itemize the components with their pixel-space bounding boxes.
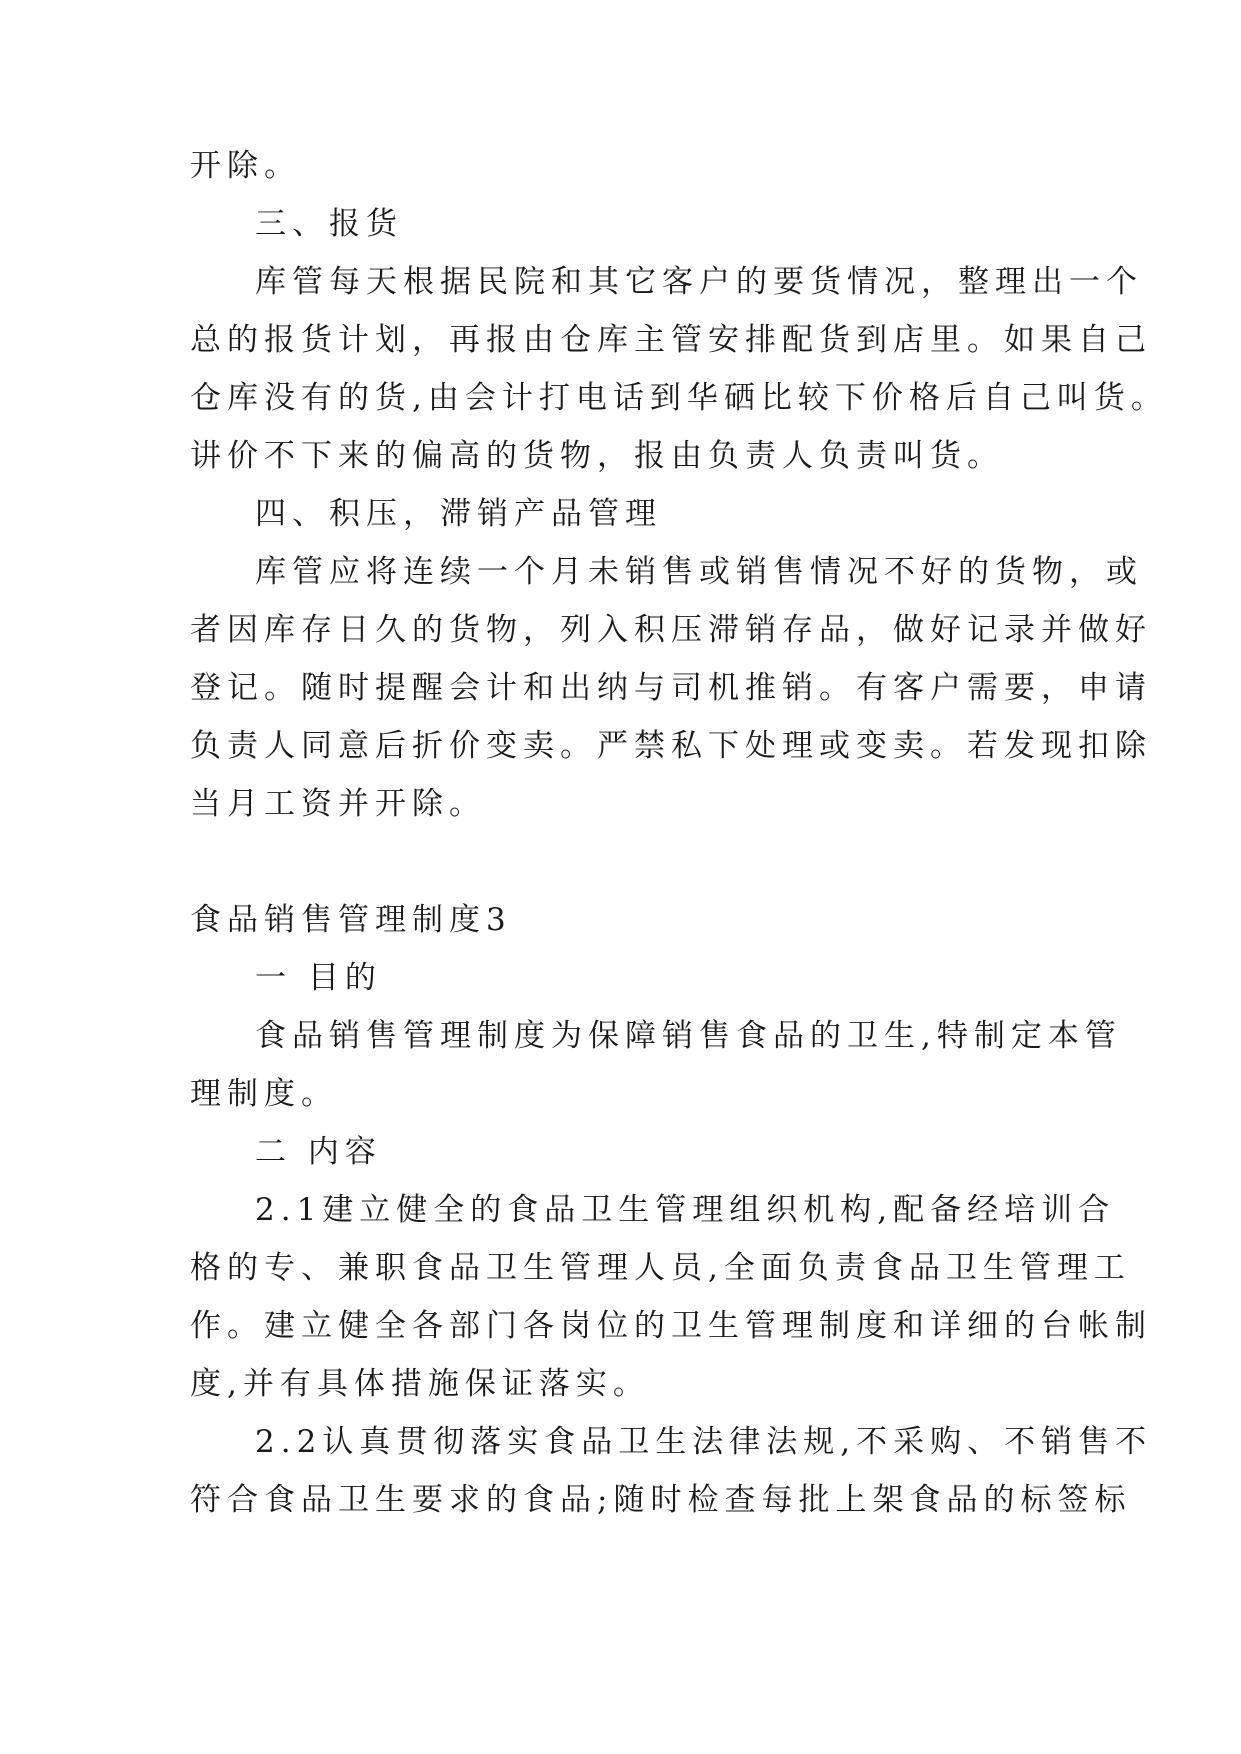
section-heading: 一 目的 [255, 960, 382, 996]
section-heading: 四、积压，滞销产品管理 [255, 496, 662, 532]
text-line: 开除。 [190, 148, 301, 184]
text-line: 库管应将连续一个月未销售或销售情况不好的货物，或 [255, 554, 1143, 590]
text-line: 2.1建立健全的食品卫生管理组织机构,配备经培训合 [255, 1192, 1116, 1228]
text-line: 理制度。 [190, 1076, 338, 1112]
text-line: 仓库没有的货,由会计打电话到华硒比较下价格后自己叫货。 [190, 380, 1168, 416]
document-title: 食品销售管理制度3 [190, 902, 512, 938]
text-line: 总的报货计划，再报由仓库主管安排配货到店里。如果自己 [190, 322, 1152, 358]
text-line: 作。建立健全各部门各岗位的卫生管理制度和详细的台帐制 [190, 1308, 1152, 1344]
text-line: 登记。随时提醒会计和出纳与司机推销。有客户需要，申请 [190, 670, 1152, 706]
text-line: 2.2认真贯彻落实食品卫生法律法规,不采购、不销售不 [255, 1424, 1153, 1460]
text-line: 格的专、兼职食品卫生管理人员,全面负责食品卫生管理工 [190, 1250, 1131, 1286]
text-line: 度,并有具体措施保证落实。 [190, 1366, 650, 1402]
section-heading: 二 内容 [255, 1134, 382, 1170]
text-line: 者因库存日久的货物，列入积压滞销存品，做好记录并做好 [190, 612, 1152, 648]
text-line: 当月工资并开除。 [190, 786, 486, 822]
text-line: 食品销售管理制度为保障销售食品的卫生,特制定本管 [255, 1018, 1122, 1054]
text-line: 符合食品卫生要求的食品;随时检查每批上架食品的标签标 [190, 1482, 1132, 1518]
text-line: 讲价不下来的偏高的货物，报由负责人负责叫货。 [190, 438, 1004, 474]
text-line: 库管每天根据民院和其它客户的要货情况，整理出一个 [255, 264, 1143, 300]
text-line: 负责人同意后折价变卖。严禁私下处理或变卖。若发现扣除 [190, 728, 1152, 764]
section-heading: 三、报货 [255, 206, 403, 242]
